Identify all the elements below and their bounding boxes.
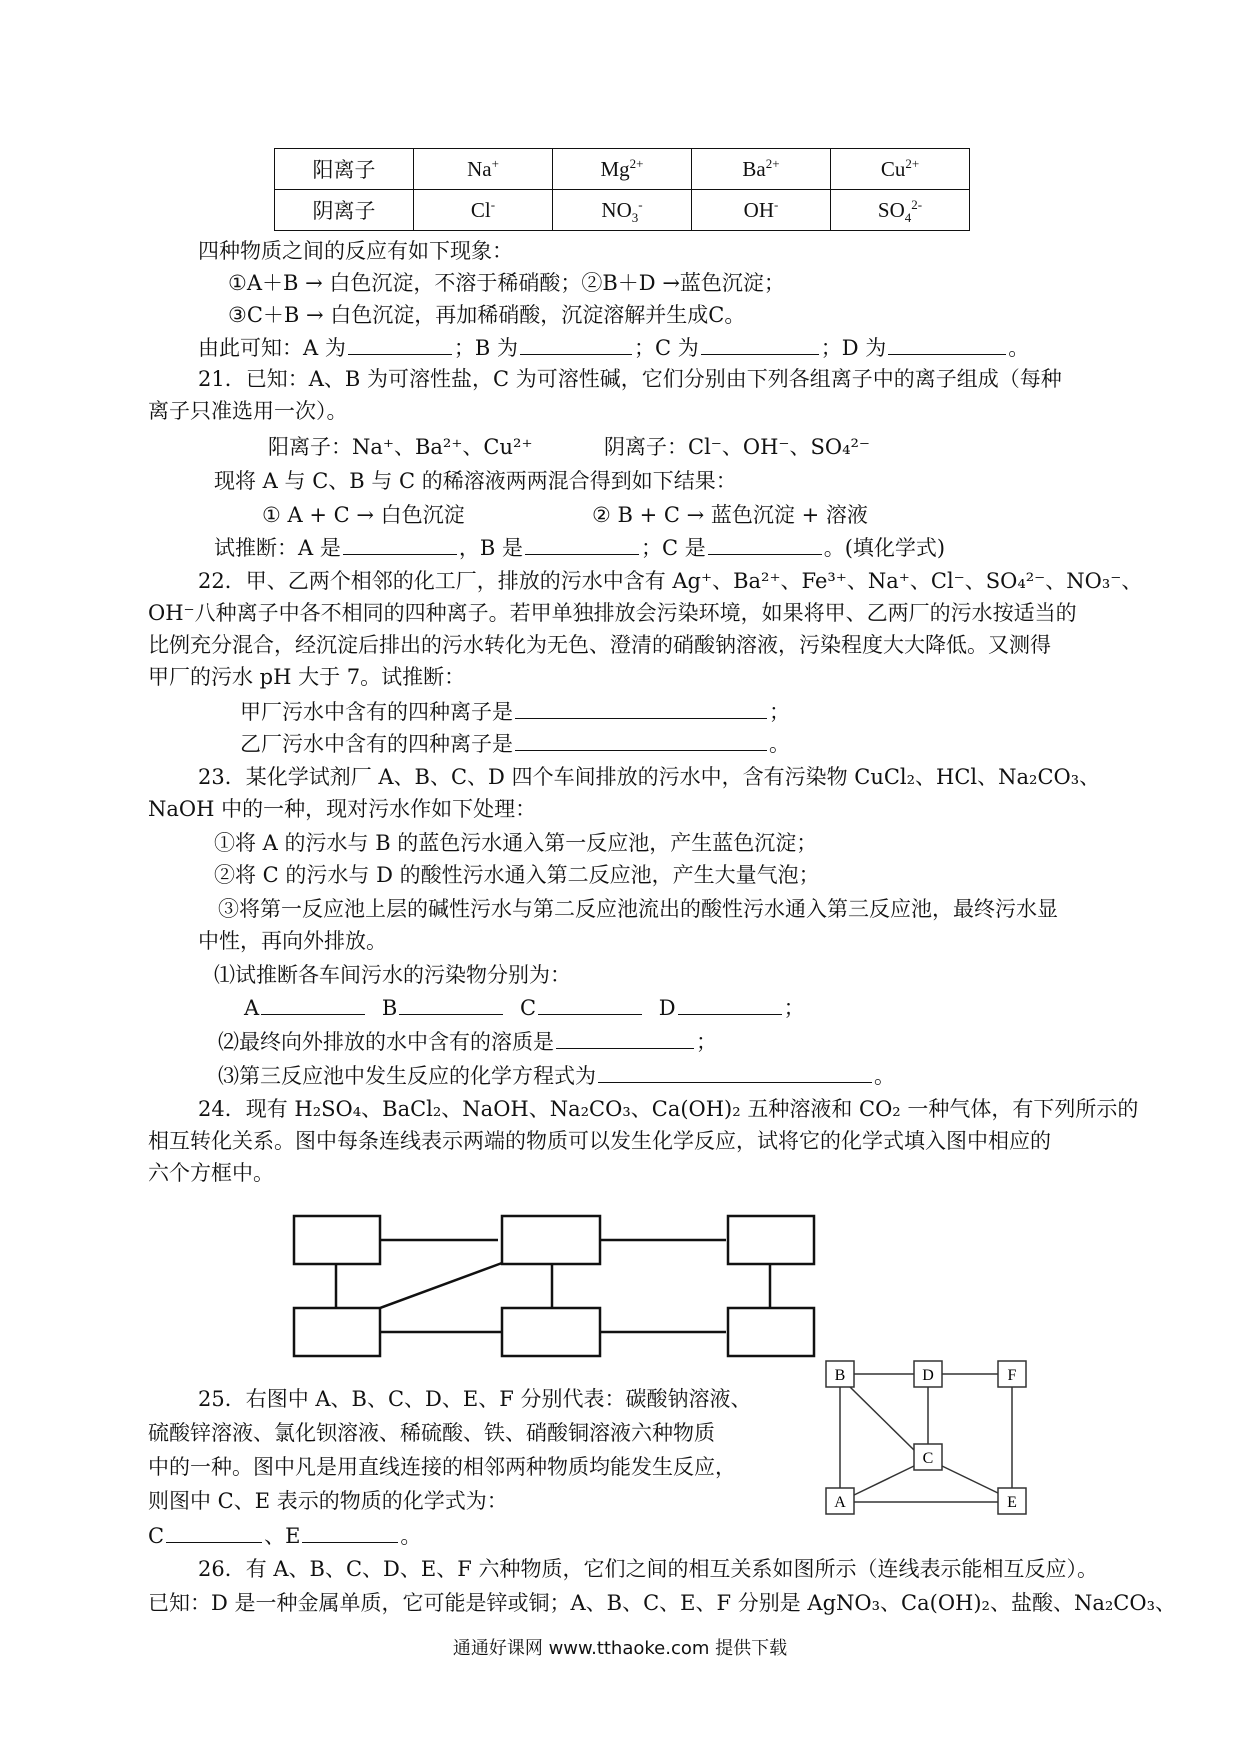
anion-cell: $NO_3^-$ — [553, 190, 692, 231]
svg-text:E: E — [1007, 1494, 1017, 1511]
q23-end: 。 — [874, 1064, 895, 1088]
anion-cell: Cl- — [414, 190, 553, 231]
q23-semi: ； — [783, 996, 805, 1020]
anion-cell: OH- — [692, 190, 831, 231]
anion-cell: $SO_4^{2-}$ — [831, 190, 970, 231]
q21-end: 。(填化学式) — [823, 536, 946, 560]
q25-diagram — [820, 1356, 1040, 1522]
q22-semi: ； — [769, 700, 790, 724]
q21-line-2: 离子只准选用一次）。 — [148, 399, 348, 423]
q20-intro: 四种物质之间的反应有如下现象： — [198, 239, 513, 263]
q25-node-c — [914, 1444, 942, 1470]
q21-line-1: 21．已知：A、B 为可溶性盐，C 为可溶性碱，它们分别由下列各组离子中的离子组成（每种 — [198, 367, 1062, 391]
q23-semi: ； — [696, 1030, 717, 1054]
q26-line-2: 已知：D 是一种金属单质，它可能是锌或铜；A、B、C、E、F 分别是 AgNO₃、Ca(OH)₂、盐酸、Na₂CO₃、 — [148, 1591, 1176, 1615]
answer-box[interactable] — [294, 1308, 380, 1356]
answer-box[interactable] — [728, 1216, 814, 1264]
q23-d-label: D — [658, 996, 676, 1020]
q26-line-1: 26．有 A、B、C、D、E、F 六种物质，它们之间的相互关系如图所示（连线表示能相互反应）。 — [198, 1557, 1098, 1581]
q21-result-2: ② B + C → 蓝色沉淀 + 溶液 — [592, 503, 868, 527]
q20-b-label: ；B 为 — [453, 336, 518, 360]
q25-line-4: 则图中 C、E 表示的物质的化学式为： — [148, 1489, 508, 1513]
cation-cell: $Ba^{2+}$ — [692, 149, 831, 190]
q20-phenomena-1: ①A＋B → 白色沉淀，不溶于稀硝酸；②B＋D →蓝色沉淀； — [228, 271, 785, 295]
q21-cations: 阳离子：Na⁺、Ba²⁺、Cu²⁺ — [268, 435, 533, 459]
q23-sub-3-label: ⑶第三反应池中发生反应的化学方程式为 — [218, 1064, 596, 1088]
svg-text:F: F — [1007, 1367, 1017, 1384]
q20-c-label: ；C 为 — [633, 336, 699, 360]
q21-result-1: ① A + C → 白色沉淀 — [262, 503, 465, 527]
q25-line-3: 中的一种。图中凡是用直线连接的相邻两种物质均能发生反应， — [148, 1455, 736, 1479]
q23-step-3b: 中性，再向外排放。 — [198, 929, 387, 953]
q25-node-b — [826, 1361, 854, 1387]
q23-sub-1: ⑴试推断各车间污水的污染物分别为： — [214, 963, 571, 987]
q22-yi-label: 乙厂污水中含有的四种离子是 — [240, 732, 513, 756]
answer-blank-e[interactable] — [302, 1520, 398, 1543]
answer-box[interactable] — [502, 1216, 600, 1264]
q25-end: 。 — [400, 1524, 422, 1548]
q25-e-label: 、E — [264, 1524, 301, 1548]
cation-cell: Na+ — [414, 149, 553, 190]
q21-mix-line: 现将 A 与 C、B 与 C 的稀溶液两两混合得到如下结果： — [214, 469, 737, 493]
answer-box[interactable] — [728, 1308, 814, 1356]
q25-answers — [148, 1520, 421, 1551]
answer-blank-c[interactable] — [166, 1520, 262, 1543]
anion-label: 阴离子 — [275, 190, 414, 231]
q21-c-label: ；C 是 — [640, 536, 706, 560]
q23-step-3a: ③将第一反应池上层的碱性污水与第二反应池流出的酸性污水通入第三反应池，最终污水显 — [218, 897, 1058, 921]
q23-b-label: B — [381, 996, 398, 1020]
q23-c-label: C — [519, 996, 537, 1020]
q24-line-2: 相互转化关系。图中每条连线表示两端的物质可以发生化学反应，试将它的化学式填入图中相应的 — [148, 1129, 1051, 1153]
q20-d-label: ；D 为 — [820, 336, 887, 360]
q21-infer-prefix: 试推断：A 是 — [214, 536, 341, 560]
q21-b-label: ，B 是 — [458, 536, 523, 560]
q23-sub-2-label: ⑵最终向外排放的水中含有的溶质是 — [218, 1030, 554, 1054]
q24-line-3: 六个方框中。 — [148, 1161, 274, 1185]
answer-box[interactable] — [294, 1216, 380, 1264]
q20-prefix: 由此可知：A 为 — [198, 336, 346, 360]
q22-end: 。 — [769, 732, 790, 756]
q25-node-f — [998, 1361, 1026, 1387]
q21-anions: 阴离子：Cl⁻、OH⁻、SO₄²⁻ — [604, 435, 871, 459]
q22-line-1: 22．甲、乙两个相邻的化工厂，排放的污水中含有 Ag⁺、Ba²⁺、Fe³⁺、Na⁺、Cl⁻、SO₄²⁻、NO₃⁻、 — [198, 569, 1143, 593]
q25-line-2: 硫酸锌溶液、氯化钡溶液、稀硫酸、铁、硝酸铜溶液六种物质 — [148, 1421, 715, 1445]
q22-jia-label: 甲厂污水中含有的四种离子是 — [240, 700, 513, 724]
q22-line-4: 甲厂的污水 pH 大于 7。试推断： — [148, 665, 466, 689]
answer-box[interactable] — [502, 1308, 600, 1356]
q25-c-label: C — [148, 1524, 165, 1548]
diagram-connector — [380, 1263, 502, 1308]
q25-node-d — [914, 1361, 942, 1387]
cation-cell: $Mg^{2+}$ — [553, 149, 692, 190]
q20-end: 。 — [1008, 336, 1030, 360]
q23-line-2: NaOH 中的一种，现对污水作如下处理： — [148, 797, 537, 821]
q23-step-2: ②将 C 的污水与 D 的酸性污水通入第二反应池，产生大量气泡； — [214, 863, 820, 887]
q20-phenomena-2: ③C＋B → 白色沉淀，再加稀硝酸，沉淀溶解并生成C。 — [228, 303, 746, 327]
q23-step-1: ①将 A 的污水与 B 的蓝色污水通入第一反应池，产生蓝色沉淀； — [214, 831, 818, 855]
q23-line-1: 23．某化学试剂厂 A、B、C、D 四个车间排放的污水中，含有污染物 CuCl₂、HCl、Na₂CO₃、 — [198, 765, 1101, 789]
cation-label: 阳离子 — [275, 149, 414, 190]
cation-cell: $Cu^{2+}$ — [831, 149, 970, 190]
q24-line-1: 24．现有 H₂SO₄、BaCl₂、NaOH、Na₂CO₃、Ca(OH)₂ 五种溶液和 CO₂ 一种气体，有下列所示的 — [198, 1097, 1139, 1121]
svg-text:D: D — [922, 1367, 934, 1384]
page-footer: 通通好课网 www.tthaoke.com 提供下载 — [452, 1638, 788, 1659]
svg-text:A: A — [834, 1494, 846, 1511]
svg-text:B: B — [834, 1367, 846, 1384]
q25-node-a — [826, 1488, 854, 1514]
q22-line-3: 比例充分混合，经沉淀后排出的污水转化为无色、澄清的硝酸钠溶液，污染程度大大降低。又测得 — [148, 633, 1051, 657]
q22-line-2: OH⁻八种离子中各不相同的四种离子。若甲单独排放会污染环境，如果将甲、乙两厂的污水按适当的 — [148, 601, 1077, 625]
q25-line-1: 25．右图中 A、B、C、D、E、F 分别代表：碳酸钠溶液、 — [198, 1387, 752, 1411]
q23-a-label: A — [244, 996, 260, 1020]
q25-node-e — [998, 1488, 1026, 1514]
svg-text:C: C — [922, 1450, 934, 1467]
